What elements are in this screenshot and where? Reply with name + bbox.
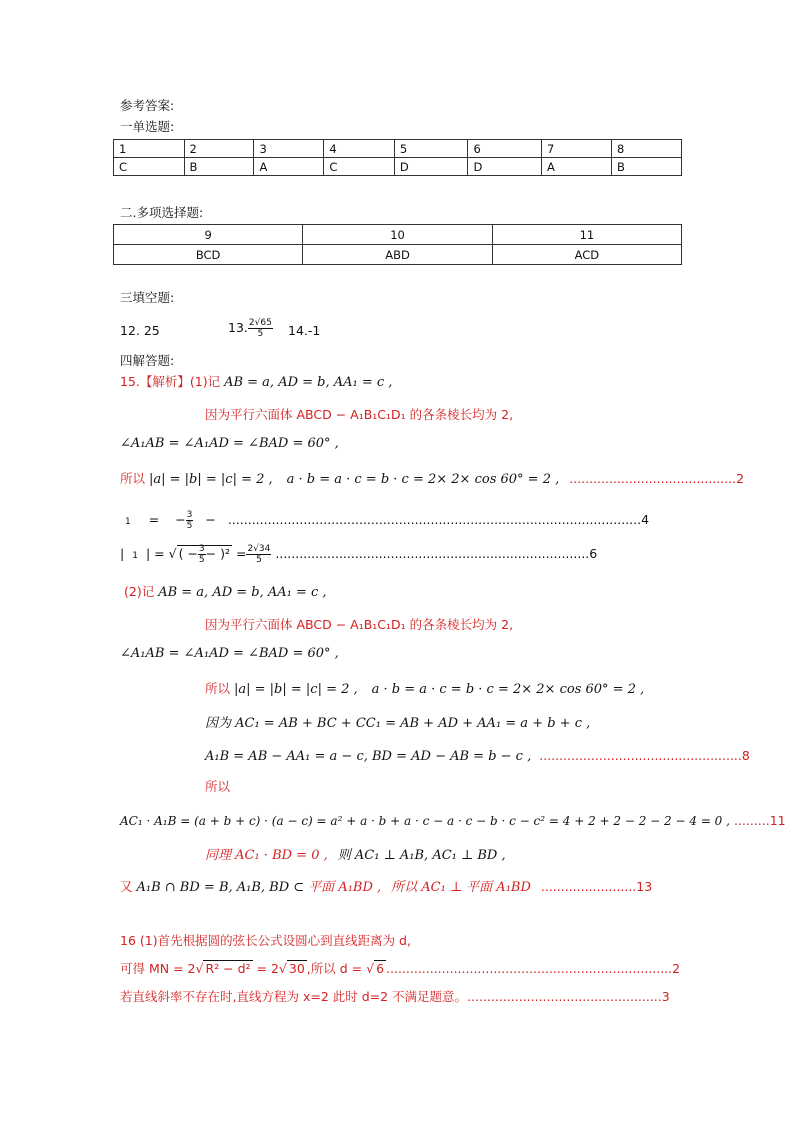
q15-part2-plane2: 平面 A₁BD bbox=[466, 880, 531, 895]
radicand-end: − )² bbox=[205, 546, 230, 561]
q15-part2-a1b-line bbox=[205, 747, 750, 766]
q15-part2-conclude: 所以 AC₁ ⊥ bbox=[391, 880, 463, 895]
q16-line2-mid: = 2 bbox=[256, 961, 279, 976]
table-row bbox=[114, 140, 682, 158]
q15-dots-2: ..........................................2 bbox=[569, 471, 745, 486]
q16-line2-so: ,所以 d = bbox=[306, 961, 363, 976]
fraction-denominator: 5 bbox=[257, 329, 264, 339]
table-cell: 8 bbox=[611, 140, 681, 158]
q16-line2: 可得 MN = 2√ R² − d² = 2√ 30 ,所以 d = √ 6 ........................................................................2 bbox=[120, 961, 681, 976]
table-row bbox=[114, 245, 682, 265]
table-cell: 10 bbox=[303, 225, 493, 245]
table-cell: 5 bbox=[394, 140, 468, 158]
q16-line1: 16 (1)首先根据圆的弦长公式设圆心到直线距离为 d, bbox=[120, 933, 411, 948]
answer-12: 12. 25 bbox=[120, 323, 160, 338]
q15-part2-a1b: A₁B = AB − AA₁ = a − c, BD = AD − AB = b − c , bbox=[205, 749, 532, 764]
q15-angles-line: ∠A₁AB = ∠A₁AD = ∠BAD = 60° , bbox=[120, 436, 339, 451]
q15-dots-11: .........11 bbox=[733, 813, 786, 828]
q15-so-norms: |a| = |b| = |c| = 2 , bbox=[149, 472, 273, 487]
q15-line-p4: 1 = − $\frac{3}{5}$ − ........................................................................................................4 bbox=[125, 510, 650, 531]
single-choice-heading: 一单选题: bbox=[120, 119, 175, 134]
table-cell: 9 bbox=[114, 225, 303, 245]
subscript: 1 bbox=[125, 517, 131, 527]
q15-so-line bbox=[120, 470, 744, 489]
multi-choice-table bbox=[113, 224, 682, 265]
answer-13-prefix: 13. bbox=[228, 320, 248, 335]
q15-line-p6: | 1 | = √ ( − $\frac{3}{5}$ − )² = $\frac{2√34}{5}$ ...............................................................................6 bbox=[120, 544, 598, 565]
q15-part2-prism: 因为平行六面体 ABCD − A₁B₁C₁D₁ 的各条棱长均为 2, bbox=[205, 617, 514, 632]
q15-part2-head bbox=[124, 583, 327, 602]
table-cell: D bbox=[394, 158, 468, 176]
subscript: 1 bbox=[132, 551, 138, 561]
table-cell: B bbox=[184, 158, 254, 176]
q15-head-vectors: AB = a, AD = b, AA₁ = c , bbox=[224, 375, 393, 390]
table-cell: 1 bbox=[114, 140, 185, 158]
fraction-denominator: 5 bbox=[186, 521, 193, 531]
q15-part2-label: (2)记 bbox=[124, 584, 155, 599]
table-cell: 6 bbox=[468, 140, 542, 158]
q15-p6-result bbox=[246, 544, 271, 565]
q16-line2-prefix: 可得 MN = 2 bbox=[120, 961, 196, 976]
q15-part2-so-prefix: 所以 bbox=[205, 681, 231, 696]
minus: − bbox=[205, 512, 216, 527]
q15-so-dots-eq: a · b = a · c = b · c = 2× 2× cos 60° = 2 , bbox=[286, 472, 560, 487]
ref-answer-heading: 参考答案: bbox=[120, 98, 175, 113]
q15-part2-because: 因为 AC₁ = AB + BC + CC₁ = AB + AD + AA₁ = a + b + c , bbox=[205, 716, 591, 731]
equals: = bbox=[154, 546, 165, 561]
fraction-numerator: 3 bbox=[186, 510, 193, 520]
answer-13-fraction bbox=[248, 318, 273, 339]
q15-part2-product-line bbox=[120, 812, 786, 830]
q15-p4-fraction bbox=[186, 510, 194, 531]
table-cell: 11 bbox=[492, 225, 681, 245]
table-cell: BCD bbox=[114, 245, 303, 265]
fraction-numerator: 2√34 bbox=[247, 544, 271, 554]
q16-radical-2: 30 bbox=[288, 961, 305, 976]
q16-line3 bbox=[120, 988, 670, 1006]
q16-dots-2: ........................................................................2 bbox=[386, 961, 681, 976]
solution-heading: 四解答题: bbox=[120, 353, 175, 368]
table-cell: ACD bbox=[492, 245, 681, 265]
answer-14: 14.-1 bbox=[288, 323, 321, 338]
q16-radical-3: 6 bbox=[376, 961, 385, 976]
table-row bbox=[114, 225, 682, 245]
table-cell: A bbox=[542, 158, 612, 176]
single-choice-table bbox=[113, 139, 682, 176]
q15-part2-because-line bbox=[205, 714, 590, 733]
table-cell: ABD bbox=[303, 245, 493, 265]
q15-part2-norms: |a| = |b| = |c| = 2 , bbox=[234, 682, 358, 697]
q15-dots-8: ...................................................8 bbox=[539, 748, 750, 763]
table-cell: B bbox=[611, 158, 681, 176]
q15-dots-13: ........................13 bbox=[540, 879, 653, 894]
q15-dots-4: ........................................................................................................4 bbox=[227, 512, 650, 527]
fraction-numerator: 3 bbox=[198, 544, 205, 554]
table-cell: 7 bbox=[542, 140, 612, 158]
q16-radical-1: R² − d² bbox=[205, 961, 251, 976]
q15-part2-also-prefix: 又 bbox=[120, 879, 133, 894]
table-cell: A bbox=[254, 158, 324, 176]
q16-dots-3: .................................................3 bbox=[467, 989, 670, 1004]
q15-head-label: 15.【解析】(1)记 bbox=[120, 374, 221, 389]
table-cell: 3 bbox=[254, 140, 324, 158]
table-cell: 4 bbox=[324, 140, 395, 158]
multi-choice-heading: 二.多项选择题: bbox=[120, 205, 204, 220]
q15-prism-line: 因为平行六面体 ABCD − A₁B₁C₁D₁ 的各条棱长均为 2, bbox=[205, 407, 514, 422]
q15-part2-then: 则 AC₁ ⊥ A₁B, AC₁ ⊥ BD , bbox=[337, 848, 506, 863]
table-cell: C bbox=[114, 158, 185, 176]
q15-part2-dots-eq: a · b = a · c = b · c = 2× 2× cos 60° = 2 , bbox=[371, 682, 645, 697]
answer-13 bbox=[228, 318, 273, 339]
q15-head bbox=[120, 373, 392, 392]
q15-part2-product: AC₁ · A₁B = (a + b + c) · (a − c) = a² + a · b + a · c − a · c − b · c − c² = 4 + 2 + 2 − 2 − 2 − 4 = 0 , bbox=[120, 814, 730, 828]
q15-part2-plane1: 平面 A₁BD , bbox=[308, 880, 382, 895]
q15-part2-same-line bbox=[205, 846, 506, 865]
fill-blank-heading: 三填空题: bbox=[120, 290, 175, 305]
q16-line3-text: 若直线斜率不存在时,直线方程为 x=2 此时 d=2 不满足题意。 bbox=[120, 989, 468, 1004]
table-cell: 2 bbox=[184, 140, 254, 158]
fraction-denominator: 5 bbox=[198, 555, 205, 565]
q15-part2-same: 同理 AC₁ · BD = 0 , bbox=[205, 848, 328, 863]
fraction-denominator: 5 bbox=[256, 555, 262, 565]
q15-dots-6: ...............................................................................6 bbox=[275, 546, 598, 561]
q15-so-prefix: 所以 bbox=[120, 471, 146, 486]
q15-part2-angles: ∠A₁AB = ∠A₁AD = ∠BAD = 60° , bbox=[120, 646, 339, 661]
table-cell: D bbox=[468, 158, 542, 176]
table-cell: C bbox=[324, 158, 395, 176]
q15-part2-vectors: AB = a, AD = b, AA₁ = c , bbox=[158, 585, 327, 600]
q15-part2-so: 所以 bbox=[205, 779, 231, 794]
radicand: ( − bbox=[178, 546, 198, 561]
q15-part2-also-line bbox=[120, 878, 652, 897]
q15-part2-also: A₁B ∩ BD = B, A₁B, BD ⊂ bbox=[136, 880, 305, 895]
fraction-numerator: 2√65 bbox=[248, 318, 272, 328]
equals: = bbox=[148, 512, 160, 527]
table-row bbox=[114, 158, 682, 176]
q15-part2-so-line bbox=[205, 680, 644, 699]
